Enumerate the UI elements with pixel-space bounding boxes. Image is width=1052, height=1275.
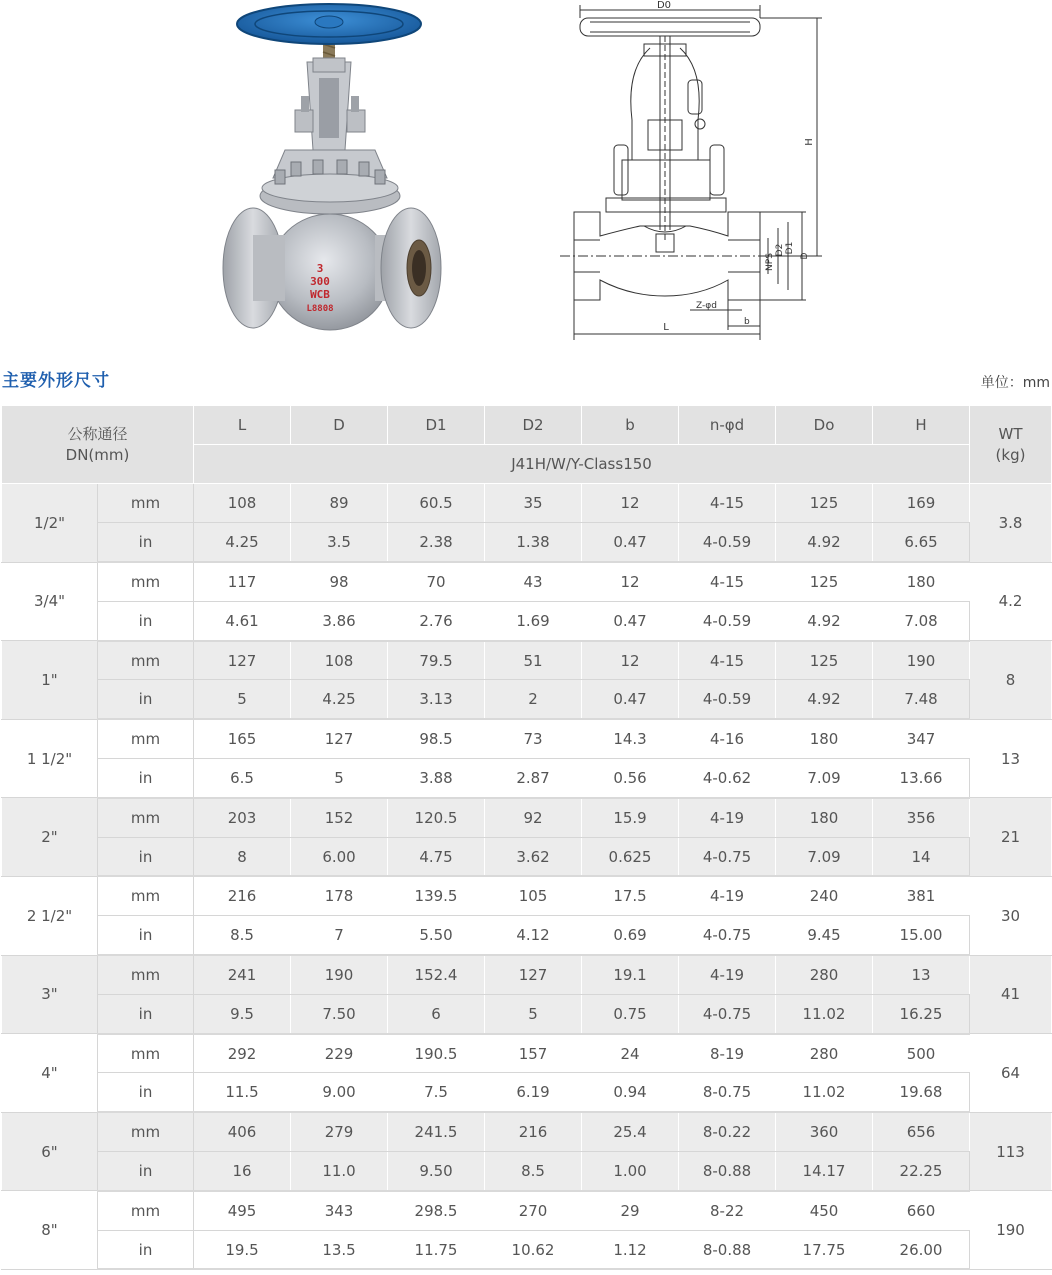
- value-cell-mm: 89: [291, 484, 388, 523]
- value-cell-mm: 169: [873, 484, 970, 523]
- weight-cell: 21: [970, 798, 1052, 877]
- value-cell-in: 17.75: [776, 1230, 873, 1269]
- svg-text:3: 3: [316, 262, 324, 275]
- table-row: [2, 1152, 1052, 1191]
- nominal-size-cell: 3/4": [2, 562, 98, 641]
- table-row: [2, 601, 1052, 640]
- value-cell-mm: 13: [873, 955, 970, 994]
- value-cell-in: 5: [485, 994, 582, 1033]
- value-cell-in: 6.19: [485, 1073, 582, 1112]
- unit-cell-mm: mm: [98, 1112, 194, 1151]
- header-row: [2, 406, 1052, 445]
- table-row: [2, 523, 1052, 562]
- value-cell-in: 4.75: [388, 837, 485, 876]
- value-cell-mm: 280: [776, 1034, 873, 1073]
- weight-cell: 190: [970, 1191, 1052, 1270]
- value-cell-mm: 12: [582, 562, 679, 601]
- value-cell-mm: 98.5: [388, 719, 485, 758]
- value-cell-mm: 203: [194, 798, 291, 837]
- value-cell-mm: 108: [291, 641, 388, 680]
- weight-cell: 113: [970, 1112, 1052, 1191]
- value-cell-in: 5: [291, 759, 388, 798]
- col-header: D2: [485, 406, 582, 445]
- value-cell-in: 14.17: [776, 1152, 873, 1191]
- table-row: [2, 994, 1052, 1033]
- value-cell-in: 6.65: [873, 523, 970, 562]
- value-cell-in: 7.50: [291, 994, 388, 1033]
- value-cell-in: 0.47: [582, 601, 679, 640]
- value-cell-in: 0.56: [582, 759, 679, 798]
- table-row: [2, 1112, 1052, 1151]
- value-cell-mm: 24: [582, 1034, 679, 1073]
- nominal-size-cell: 8": [2, 1191, 98, 1270]
- value-cell-mm: 240: [776, 876, 873, 915]
- value-cell-in: 4-0.75: [679, 916, 776, 955]
- value-cell-mm: 152.4: [388, 955, 485, 994]
- svg-text:L: L: [663, 322, 669, 333]
- value-cell-in: 19.5: [194, 1230, 291, 1269]
- value-cell-in: 7.08: [873, 601, 970, 640]
- value-cell-mm: 12: [582, 641, 679, 680]
- table-row: [2, 876, 1052, 915]
- value-cell-mm: 495: [194, 1191, 291, 1230]
- table-row: [2, 1230, 1052, 1269]
- col-header: b: [582, 406, 679, 445]
- value-cell-in: 4.25: [194, 523, 291, 562]
- value-cell-in: 7.48: [873, 680, 970, 719]
- unit-cell-mm: mm: [98, 562, 194, 601]
- value-cell-mm: 4-19: [679, 955, 776, 994]
- unit-cell-mm: mm: [98, 719, 194, 758]
- value-cell-mm: 347: [873, 719, 970, 758]
- unit-cell-mm: mm: [98, 876, 194, 915]
- value-cell-mm: 79.5: [388, 641, 485, 680]
- table-row: [2, 641, 1052, 680]
- nominal-size-cell: 1 1/2": [2, 719, 98, 798]
- svg-text:b: b: [744, 317, 750, 327]
- nominal-size-cell: 6": [2, 1112, 98, 1191]
- value-cell-in: 1.38: [485, 523, 582, 562]
- unit-label: 单位：mm: [980, 375, 1050, 391]
- value-cell-in: 19.68: [873, 1073, 970, 1112]
- unit-cell-in: in: [98, 1230, 194, 1269]
- value-cell-mm: 450: [776, 1191, 873, 1230]
- value-cell-mm: 381: [873, 876, 970, 915]
- value-cell-mm: 4-16: [679, 719, 776, 758]
- col-header: L: [194, 406, 291, 445]
- col-header: D1: [388, 406, 485, 445]
- value-cell-mm: 8-22: [679, 1191, 776, 1230]
- value-cell-in: 0.75: [582, 994, 679, 1033]
- col-header: Do: [776, 406, 873, 445]
- value-cell-in: 3.62: [485, 837, 582, 876]
- value-cell-in: 6.5: [194, 759, 291, 798]
- value-cell-in: 6: [388, 994, 485, 1033]
- svg-text:Z-φd: Z-φd: [696, 301, 717, 311]
- value-cell-in: 4-0.59: [679, 680, 776, 719]
- value-cell-mm: 292: [194, 1034, 291, 1073]
- value-cell-mm: 241.5: [388, 1112, 485, 1151]
- value-cell-mm: 8-0.22: [679, 1112, 776, 1151]
- value-cell-in: 4.25: [291, 680, 388, 719]
- value-cell-in: 9.45: [776, 916, 873, 955]
- nominal-size-cell: 2": [2, 798, 98, 877]
- unit-cell-mm: mm: [98, 955, 194, 994]
- svg-text:NPS: NPS: [765, 253, 775, 271]
- value-cell-in: 7: [291, 916, 388, 955]
- value-cell-in: 2.76: [388, 601, 485, 640]
- value-cell-mm: 152: [291, 798, 388, 837]
- value-cell-mm: 15.9: [582, 798, 679, 837]
- value-cell-in: 0.47: [582, 523, 679, 562]
- value-cell-mm: 4-19: [679, 876, 776, 915]
- value-cell-in: 5.50: [388, 916, 485, 955]
- table-row: [2, 680, 1052, 719]
- value-cell-in: 8.5: [194, 916, 291, 955]
- value-cell-mm: 165: [194, 719, 291, 758]
- unit-cell-in: in: [98, 916, 194, 955]
- unit-cell-in: in: [98, 1152, 194, 1191]
- value-cell-in: 4.92: [776, 601, 873, 640]
- value-cell-mm: 190: [873, 641, 970, 680]
- value-cell-in: 11.02: [776, 1073, 873, 1112]
- value-cell-mm: 190: [291, 955, 388, 994]
- value-cell-mm: 190.5: [388, 1034, 485, 1073]
- value-cell-in: 0.625: [582, 837, 679, 876]
- value-cell-in: 8-0.88: [679, 1230, 776, 1269]
- value-cell-mm: 139.5: [388, 876, 485, 915]
- value-cell-mm: 120.5: [388, 798, 485, 837]
- unit-cell-in: in: [98, 680, 194, 719]
- value-cell-in: 0.47: [582, 680, 679, 719]
- value-cell-mm: 19.1: [582, 955, 679, 994]
- value-cell-mm: 343: [291, 1191, 388, 1230]
- value-cell-mm: 127: [485, 955, 582, 994]
- value-cell-in: 1.12: [582, 1230, 679, 1269]
- value-cell-mm: 4-15: [679, 641, 776, 680]
- col-header: n-φd: [679, 406, 776, 445]
- table-row: [2, 916, 1052, 955]
- unit-cell-mm: mm: [98, 484, 194, 523]
- table-row: [2, 798, 1052, 837]
- value-cell-in: 13.5: [291, 1230, 388, 1269]
- svg-text:H: H: [804, 138, 815, 146]
- value-cell-mm: 4-15: [679, 484, 776, 523]
- value-cell-in: 0.69: [582, 916, 679, 955]
- value-cell-in: 4.92: [776, 523, 873, 562]
- col-header: D: [291, 406, 388, 445]
- value-cell-mm: 73: [485, 719, 582, 758]
- drawing-label-d0: D0: [656, 0, 672, 11]
- value-cell-mm: 656: [873, 1112, 970, 1151]
- value-cell-mm: 43: [485, 562, 582, 601]
- value-cell-in: 16: [194, 1152, 291, 1191]
- value-cell-in: 14: [873, 837, 970, 876]
- value-cell-mm: 14.3: [582, 719, 679, 758]
- value-cell-mm: 125: [776, 562, 873, 601]
- unit-cell-mm: mm: [98, 1191, 194, 1230]
- value-cell-mm: 298.5: [388, 1191, 485, 1230]
- table-row: [2, 484, 1052, 523]
- value-cell-in: 11.75: [388, 1230, 485, 1269]
- unit-cell-mm: mm: [98, 798, 194, 837]
- value-cell-in: 4.61: [194, 601, 291, 640]
- value-cell-in: 4-0.59: [679, 601, 776, 640]
- table-row: [2, 955, 1052, 994]
- value-cell-in: 4-0.62: [679, 759, 776, 798]
- svg-text:D: D: [800, 252, 810, 260]
- globe-valve-drawing: [560, 0, 840, 345]
- svg-text:D2: D2: [775, 243, 785, 257]
- series-header: J41H/W/Y-Class150: [194, 445, 970, 484]
- value-cell-in: 11.02: [776, 994, 873, 1033]
- table-row: [2, 719, 1052, 758]
- value-cell-in: 3.13: [388, 680, 485, 719]
- value-cell-in: 13.66: [873, 759, 970, 798]
- value-cell-in: 8-0.88: [679, 1152, 776, 1191]
- value-cell-in: 15.00: [873, 916, 970, 955]
- value-cell-mm: 125: [776, 641, 873, 680]
- value-cell-in: 7.09: [776, 759, 873, 798]
- value-cell-in: 3.5: [291, 523, 388, 562]
- value-cell-in: 3.86: [291, 601, 388, 640]
- value-cell-in: 9.50: [388, 1152, 485, 1191]
- value-cell-in: 4-0.75: [679, 994, 776, 1033]
- value-cell-in: 4.92: [776, 680, 873, 719]
- unit-cell-mm: mm: [98, 641, 194, 680]
- value-cell-in: 22.25: [873, 1152, 970, 1191]
- value-cell-mm: 279: [291, 1112, 388, 1151]
- svg-text:D1: D1: [785, 241, 795, 255]
- value-cell-mm: 4-19: [679, 798, 776, 837]
- weight-cell: 8: [970, 641, 1052, 720]
- table-row: [2, 759, 1052, 798]
- value-cell-in: 3.88: [388, 759, 485, 798]
- value-cell-mm: 17.5: [582, 876, 679, 915]
- svg-text:WCB: WCB: [310, 288, 330, 301]
- col-header: H: [873, 406, 970, 445]
- value-cell-mm: 356: [873, 798, 970, 837]
- weight-cell: 41: [970, 955, 1052, 1034]
- value-cell-mm: 180: [776, 798, 873, 837]
- value-cell-mm: 216: [485, 1112, 582, 1151]
- unit-cell-in: in: [98, 601, 194, 640]
- nominal-size-cell: 1": [2, 641, 98, 720]
- value-cell-in: 6.00: [291, 837, 388, 876]
- value-cell-mm: 406: [194, 1112, 291, 1151]
- value-cell-in: 8.5: [485, 1152, 582, 1191]
- value-cell-in: 10.62: [485, 1230, 582, 1269]
- value-cell-in: 4.12: [485, 916, 582, 955]
- nominal-size-cell: 1/2": [2, 484, 98, 563]
- value-cell-in: 9.5: [194, 994, 291, 1033]
- section-title: 主要外形尺寸: [2, 371, 110, 391]
- value-cell-mm: 127: [194, 641, 291, 680]
- value-cell-in: 7.09: [776, 837, 873, 876]
- svg-text:L8808: L8808: [306, 304, 334, 314]
- value-cell-mm: 35: [485, 484, 582, 523]
- value-cell-mm: 105: [485, 876, 582, 915]
- value-cell-mm: 229: [291, 1034, 388, 1073]
- weight-cell: 13: [970, 719, 1052, 798]
- svg-text:300: 300: [310, 275, 330, 288]
- value-cell-in: 4-0.59: [679, 523, 776, 562]
- value-cell-in: 1.00: [582, 1152, 679, 1191]
- value-cell-in: 11.5: [194, 1073, 291, 1112]
- value-cell-mm: 360: [776, 1112, 873, 1151]
- table-body: [2, 484, 1052, 1270]
- value-cell-mm: 125: [776, 484, 873, 523]
- table-row: [2, 1034, 1052, 1073]
- value-cell-mm: 180: [776, 719, 873, 758]
- table-row: [2, 1073, 1052, 1112]
- value-cell-in: 7.5: [388, 1073, 485, 1112]
- table-row: [2, 837, 1052, 876]
- value-cell-mm: 51: [485, 641, 582, 680]
- value-cell-mm: 178: [291, 876, 388, 915]
- value-cell-mm: 8-19: [679, 1034, 776, 1073]
- table-row: [2, 1191, 1052, 1230]
- value-cell-in: 4-0.75: [679, 837, 776, 876]
- unit-cell-in: in: [98, 759, 194, 798]
- dimension-table: [1, 405, 1052, 1270]
- value-cell-mm: 180: [873, 562, 970, 601]
- wt-header: WT (kg): [970, 406, 1052, 484]
- dn-header: 公称通径 DN(mm): [2, 406, 194, 484]
- value-cell-mm: 92: [485, 798, 582, 837]
- value-cell-in: 26.00: [873, 1230, 970, 1269]
- unit-cell-in: in: [98, 994, 194, 1033]
- value-cell-in: 2: [485, 680, 582, 719]
- weight-cell: 3.8: [970, 484, 1052, 563]
- value-cell-mm: 98: [291, 562, 388, 601]
- value-cell-mm: 60.5: [388, 484, 485, 523]
- value-cell-mm: 70: [388, 562, 485, 601]
- value-cell-mm: 500: [873, 1034, 970, 1073]
- value-cell-in: 16.25: [873, 994, 970, 1033]
- unit-cell-mm: mm: [98, 1034, 194, 1073]
- value-cell-mm: 25.4: [582, 1112, 679, 1151]
- value-cell-in: 0.94: [582, 1073, 679, 1112]
- unit-cell-in: in: [98, 523, 194, 562]
- value-cell-in: 8-0.75: [679, 1073, 776, 1112]
- value-cell-mm: 241: [194, 955, 291, 994]
- nominal-size-cell: 2 1/2": [2, 876, 98, 955]
- unit-cell-in: in: [98, 1073, 194, 1112]
- value-cell-in: 2.38: [388, 523, 485, 562]
- value-cell-mm: 29: [582, 1191, 679, 1230]
- nominal-size-cell: 3": [2, 955, 98, 1034]
- table-row: [2, 562, 1052, 601]
- weight-cell: 4.2: [970, 562, 1052, 641]
- value-cell-in: 5: [194, 680, 291, 719]
- globe-valve-photo: [215, 0, 445, 350]
- value-cell-mm: 117: [194, 562, 291, 601]
- unit-cell-in: in: [98, 837, 194, 876]
- value-cell-mm: 660: [873, 1191, 970, 1230]
- weight-cell: 64: [970, 1034, 1052, 1113]
- value-cell-mm: 12: [582, 484, 679, 523]
- value-cell-mm: 108: [194, 484, 291, 523]
- value-cell-mm: 127: [291, 719, 388, 758]
- dimension-table-wrap: [1, 405, 1052, 1270]
- value-cell-mm: 157: [485, 1034, 582, 1073]
- value-cell-mm: 4-15: [679, 562, 776, 601]
- value-cell-mm: 270: [485, 1191, 582, 1230]
- value-cell-in: 8: [194, 837, 291, 876]
- value-cell-mm: 280: [776, 955, 873, 994]
- value-cell-mm: 216: [194, 876, 291, 915]
- weight-cell: 30: [970, 876, 1052, 955]
- value-cell-in: 1.69: [485, 601, 582, 640]
- value-cell-in: 11.0: [291, 1152, 388, 1191]
- value-cell-in: 9.00: [291, 1073, 388, 1112]
- nominal-size-cell: 4": [2, 1034, 98, 1113]
- value-cell-in: 2.87: [485, 759, 582, 798]
- figures-area: [0, 0, 1052, 360]
